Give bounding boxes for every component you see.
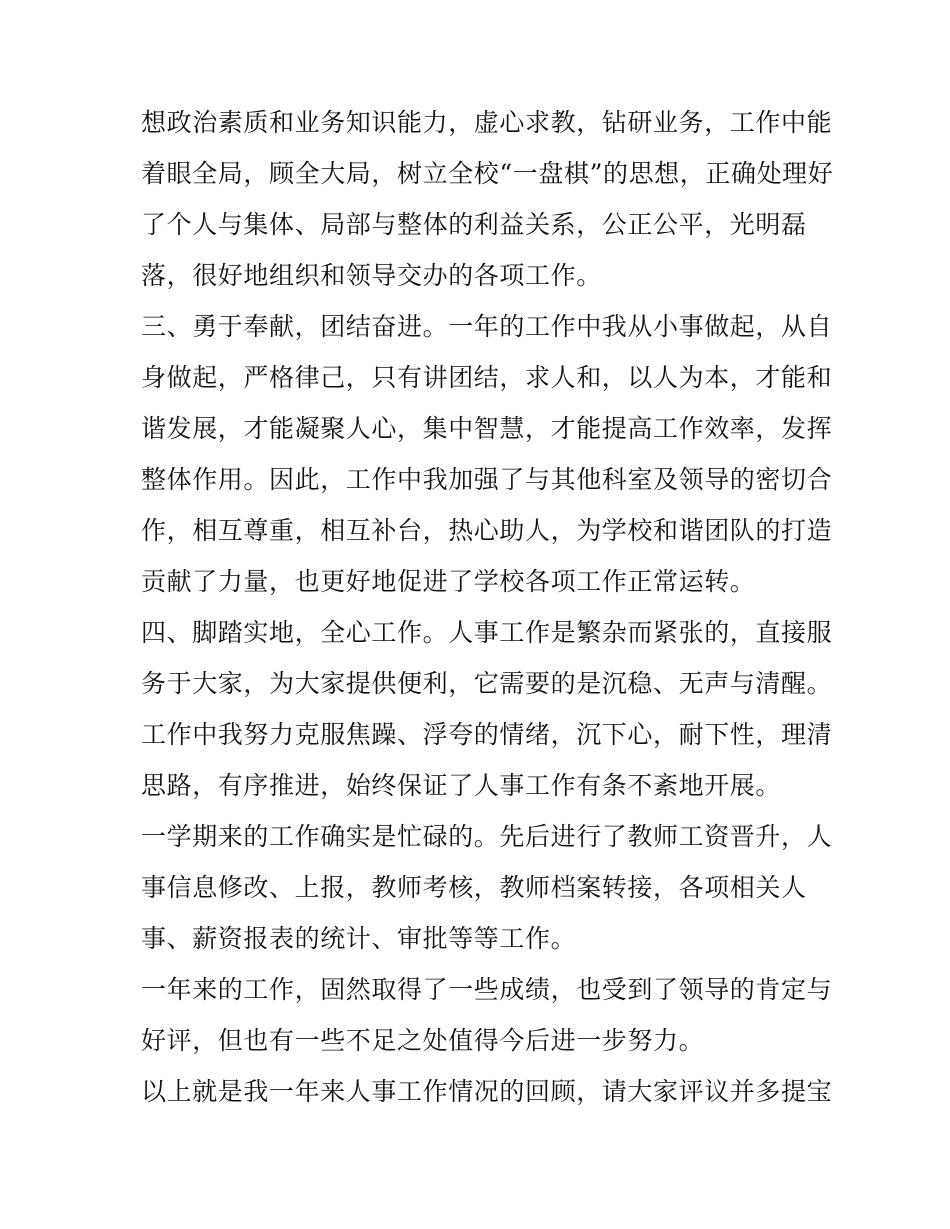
text-line: 作，相互尊重，相互补台，热心助人，为学校和谐团队的打造 — [141, 516, 833, 545]
text-line: 务于大家，为大家提供便利，它需要的是沉稳、无声与清醒。 — [141, 669, 833, 698]
text-line: 想政治素质和业务知识能力，虚心求教，钻研业务，工作中能 — [141, 108, 833, 137]
text-line: 落，很好地组织和领导交办的各项工作。 — [141, 261, 602, 290]
text-line: 了个人与集体、局部与整体的利益关系，公正公平，光明磊 — [141, 210, 807, 239]
text-line: 四、脚踏实地，全心工作。人事工作是繁杂而紧张的，直接服 — [141, 618, 833, 647]
text-line: 贡献了力量，也更好地促进了学校各项工作正常运转。 — [141, 567, 756, 596]
text-line: 身做起，严格律己，只有讲团结，求人和，以人为本，才能和 — [141, 363, 833, 392]
text-line: 工作中我努力克服焦躁、浮夸的情绪，沉下心，耐下性，理清 — [141, 720, 833, 749]
text-line: 好评，但也有一些不足之处值得今后进一步努力。 — [141, 1026, 705, 1055]
text-line: 思路，有序推进，始终保证了人事工作有条不紊地开展。 — [141, 771, 782, 800]
text-line: 谐发展，才能凝聚人心，集中智慧，才能提高工作效率，发挥 — [141, 414, 833, 443]
text-line: 一年来的工作，固然取得了一些成绩，也受到了领导的肯定与 — [141, 975, 833, 1004]
text-line: 着眼全局，顾全大局，树立全校“一盘棋”的思想，正确处理好 — [141, 159, 834, 188]
text-line: 以上就是我一年来人事工作情况的回顾，请大家评议并多提宝 — [141, 1077, 833, 1106]
text-line: 一学期来的工作确实是忙碌的。先后进行了教师工资晋升，人 — [141, 822, 833, 851]
document-body — [141, 108, 834, 1130]
text-line: 整体作用。因此，工作中我加强了与其他科室及领导的密切合 — [141, 465, 833, 494]
text-line: 三、勇于奉献，团结奋进。一年的工作中我从小事做起，从自 — [141, 312, 833, 341]
text-line: 事、薪资报表的统计、审批等等工作。 — [141, 924, 577, 953]
text-line: 事信息修改、上报，教师考核，教师档案转接，各项相关人 — [141, 873, 807, 902]
